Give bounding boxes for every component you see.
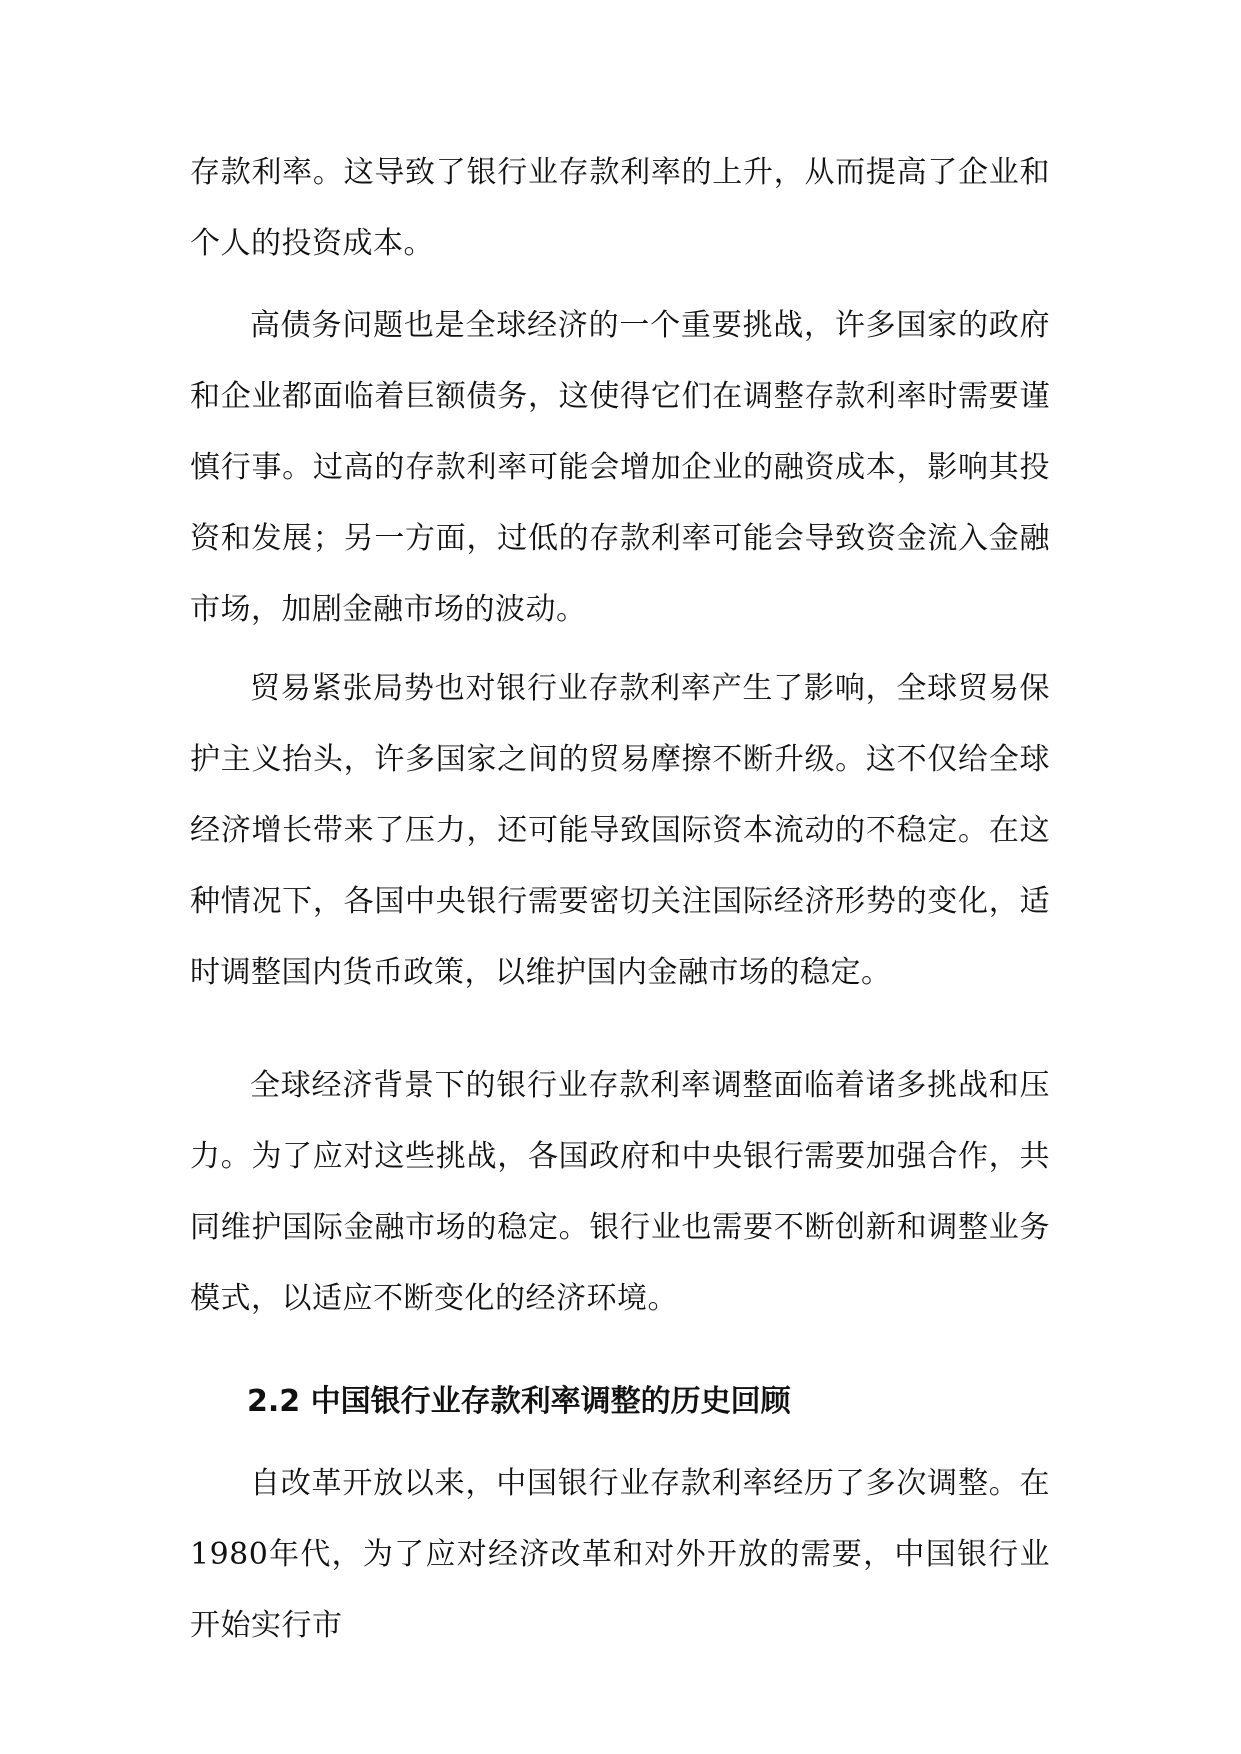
paragraph-history-intro: 自改革开放以来，中国银行业存款利率经历了多次调整。在1980年代，为了应对经济改革和对外开放的需要，中国银行业开始实行市 xyxy=(190,1466,1050,1643)
paragraph-high-debt: 高债务问题也是全球经济的一个重要挑战，许多国家的政府和企业都面临着巨额债务，这使得它们在调整存款利率时需要谨慎行事。过高的存款利率可能会增加企业的融资成本，影响其投资和发展；另一方面，过低的存款利率可能会导致资金流入金融市场，加剧金融市场的波动。 xyxy=(190,308,1050,627)
paragraph-trade-tension: 贸易紧张局势也对银行业存款利率产生了影响，全球贸易保护主义抬头，许多国家之间的贸易摩擦不断升级。这不仅给全球经济增长带来了压力，还可能导致国际资本流动的不稳定。在这种情况下，各国中央银行需要密切关注国际经济形势的变化，适时调整国内货币政策，以维护国内金融市场的稳定。 xyxy=(190,671,1050,990)
paragraph-global-summary: 全球经济背景下的银行业存款利率调整面临着诸多挑战和压力。为了应对这些挑战，各国政府和中央银行需要加强合作，共同维护国际金融市场的稳定。银行业也需要不断创新和调整业务模式，以适应不断变化的经济环境。 xyxy=(190,1068,1050,1316)
paragraph-continuation: 存款利率。这导致了银行业存款利率的上升，从而提高了企业和个人的投资成本。 xyxy=(190,155,1050,261)
section-heading: 2.2 中国银行业存款利率调整的历史回顾 xyxy=(247,1384,791,1419)
